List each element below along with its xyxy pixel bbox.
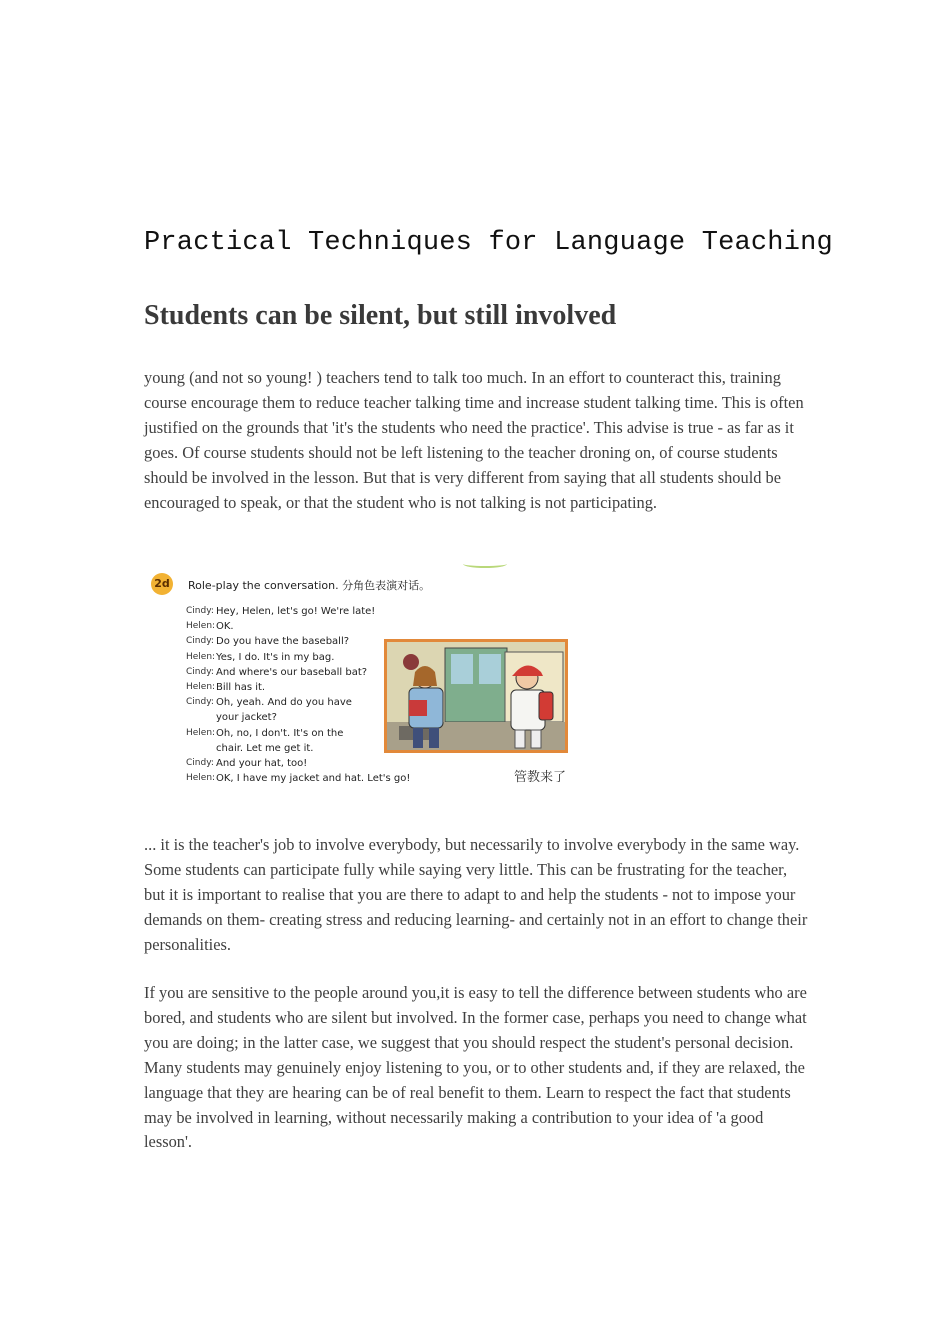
- speaker-label: Cindy:: [186, 758, 214, 769]
- dialog-line: [186, 756, 426, 771]
- page-title: Practical Techniques for Language Teaching: [144, 228, 833, 258]
- dialog-text: And where's our baseball bat?: [216, 666, 368, 678]
- speaker-label: [186, 710, 216, 725]
- dialog-text: Do you have the baseball?: [216, 636, 350, 648]
- paragraph-2: ... it is the teacher's job to involve everybody, but necessarily to involve everybody in the same way. Some students can participate fully while saying very little. This can be frustrating for the teacher, but it is important to realise that you are there to adapt to and help the students - not to impose your demands on them- creating stress and reducing learning- and certainly not in an effort to change their personalities.: [144, 835, 808, 954]
- dialog-text: Bill has it.: [216, 682, 266, 694]
- dialog-text: OK, I have my jacket and hat. Let's go!: [216, 773, 411, 785]
- exercise-instruction: Role-play the conversation. 分角色表演对话。: [188, 579, 431, 592]
- speaker-label: [186, 741, 216, 756]
- dialog-line: [186, 619, 426, 634]
- speaker-label: Cindy:: [186, 666, 214, 677]
- textbook-figure: [148, 560, 588, 798]
- speaker-label: Helen:: [186, 773, 216, 784]
- dialog-text: Yes, I do. It's in my bag.: [216, 651, 335, 663]
- speaker-label: Cindy:: [186, 636, 214, 647]
- speaker-label: Cindy:: [186, 606, 214, 616]
- dialog-text: And your hat, too!: [216, 758, 308, 770]
- dialog-text: OK.: [216, 621, 234, 633]
- speaker-label: Helen:: [186, 682, 216, 693]
- dialog-line: [186, 771, 426, 786]
- speaker-label: Helen:: [186, 621, 216, 632]
- speaker-label: Helen:: [186, 651, 216, 662]
- dialog-line: [186, 604, 426, 619]
- dialog-text: your jacket?: [216, 712, 277, 724]
- dialog-text: Oh, yeah. And do you have: [216, 697, 352, 709]
- dialog-text: chair. Let me get it.: [216, 742, 314, 754]
- figure-caption: 管教来了: [514, 770, 567, 785]
- section-heading: Students can be silent, but still involved: [144, 300, 617, 331]
- dialog-text: Oh, no, I don't. It's on the: [216, 727, 344, 739]
- paragraph-1: young (and not so young! ) teachers tend to talk too much. In an effort to counteract this, training course encourage them to reduce teacher talking time and increase student talking time. This is often justified on the grounds that 'it's the students who need the practice'. This advise is true - as far as it goes. Of course students should not be left listening to the teacher droning on, of course students should be involved in the lesson. But that is very different from saying that all students should be encouraged to speak, or that the student who is not talking is not participating.: [144, 368, 804, 512]
- speaker-label: Helen:: [186, 727, 216, 738]
- paragraph-3: If you are sensitive to the people around you,it is easy to tell the difference between students who are bored, and students who are silent but involved. In the former case, perhaps you need to change what you are doing; in the latter case, we suggest that you should respect the student's personal decision. Many students may genuinely enjoy listening to you, or to other students and, if they are relaxed, the language that they are hearing can be of real benefit to them. Learn to respect the fact that students may be involved in learning, without necessarily making a contribution to your idea of 'a good lesson'.: [144, 983, 807, 1152]
- speaker-label: Cindy:: [186, 697, 214, 708]
- cartoon-scene: [387, 642, 565, 750]
- cartoon-illustration: [384, 639, 568, 753]
- dialog-text: Hey, Helen, let's go! We're late!: [216, 606, 376, 617]
- decorative-arc: [463, 560, 507, 568]
- exercise-badge: 2d: [151, 573, 173, 595]
